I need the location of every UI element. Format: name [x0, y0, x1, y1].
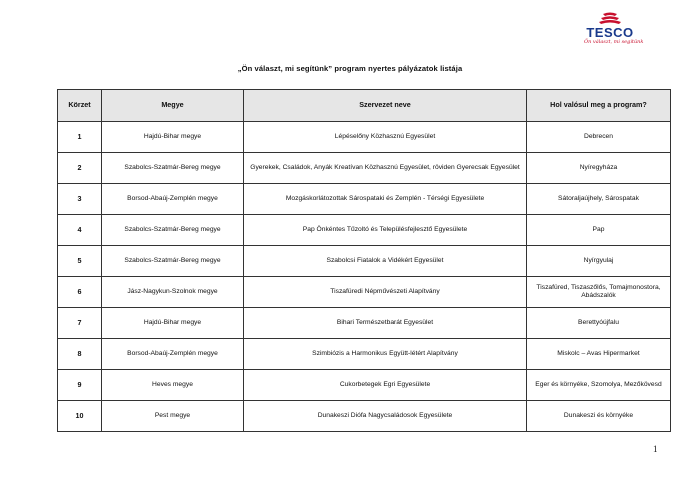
cell-szervezet: Lépéselőny Közhasznú Egyesület [244, 122, 527, 153]
table-row [58, 246, 671, 277]
cell-korzet: 4 [58, 215, 102, 246]
winners-table [57, 89, 671, 432]
cell-helyszin: Tiszafüred, Tiszaszőlős, Tomajmonostora, Abádszalók [527, 277, 671, 308]
cell-megye: Pest megye [102, 401, 244, 432]
cell-korzet: 2 [58, 153, 102, 184]
cell-szervezet: Tiszafüredi Népművészeti Alapítvány [244, 277, 527, 308]
column-header-helyszin: Hol valósul meg a program? [527, 90, 671, 122]
cell-szervezet: Szabolcsi Fiatalok a Vidékért Egyesület [244, 246, 527, 277]
document-title: „Ön választ, mi segítünk” program nyertes pályázatok listája [237, 64, 463, 73]
cell-korzet: 10 [58, 401, 102, 432]
cell-szervezet: Mozgáskorlátozottak Sárospataki és Zemplén - Térségi Egyesülete [244, 184, 527, 215]
table-header-row [58, 90, 671, 122]
cell-megye: Hajdú-Bihar megye [102, 308, 244, 339]
column-header-megye: Megye [102, 90, 244, 122]
tesco-logo [584, 12, 644, 54]
logo-wordmark: TESCO [586, 25, 634, 40]
cell-helyszin: Nyíregyháza [527, 153, 671, 184]
table-row [58, 215, 671, 246]
cell-korzet: 1 [58, 122, 102, 153]
cell-helyszin: Sátoraljaújhely, Sárospatak [527, 184, 671, 215]
cell-megye: Szabolcs-Szatmár-Bereg megye [102, 153, 244, 184]
page-number: 1 [653, 444, 658, 454]
cell-helyszin: Dunakeszi és környéke [527, 401, 671, 432]
cell-helyszin: Nyírgyulaj [527, 246, 671, 277]
table-row [58, 339, 671, 370]
cell-megye: Jász-Nagykun-Szolnok megye [102, 277, 244, 308]
cell-szervezet: Pap Önkéntes Tűzoltó és Településfejlesztő Egyesülete [244, 215, 527, 246]
cell-szervezet: Gyerekek, Családok, Anyák Kreatívan Közhasznú Egyesület, röviden Gyerecsak Egyesület [244, 153, 527, 184]
cell-korzet: 5 [58, 246, 102, 277]
cell-helyszin: Eger és környéke, Szomolya, Mezőkövesd [527, 370, 671, 401]
column-header-korzet: Körzet [58, 90, 102, 122]
cell-helyszin: Berettyóújfalu [527, 308, 671, 339]
cell-megye: Szabolcs-Szatmár-Bereg megye [102, 215, 244, 246]
cell-korzet: 6 [58, 277, 102, 308]
cell-korzet: 9 [58, 370, 102, 401]
cell-helyszin: Pap [527, 215, 671, 246]
table-row [58, 153, 671, 184]
cell-szervezet: Dunakeszi Diófa Nagycsaládosok Egyesülete [244, 401, 527, 432]
cell-korzet: 3 [58, 184, 102, 215]
cell-megye: Borsod-Abaúj-Zemplén megye [102, 184, 244, 215]
cell-megye: Borsod-Abaúj-Zemplén megye [102, 339, 244, 370]
tesco-stripes-icon [597, 12, 623, 26]
logo-slogan: Ön választ, mi segítünk [584, 39, 644, 45]
table-row [58, 401, 671, 432]
table-row [58, 122, 671, 153]
table-row [58, 308, 671, 339]
table-row [58, 184, 671, 215]
cell-megye: Heves megye [102, 370, 244, 401]
table-row [58, 277, 671, 308]
cell-helyszin: Miskolc – Avas Hipermarket [527, 339, 671, 370]
cell-szervezet: Bihari Természetbarát Egyesület [244, 308, 527, 339]
cell-korzet: 7 [58, 308, 102, 339]
cell-helyszin: Debrecen [527, 122, 671, 153]
cell-megye: Szabolcs-Szatmár-Bereg megye [102, 246, 244, 277]
column-header-szervezet: Szervezet neve [244, 90, 527, 122]
cell-szervezet: Szimbiózis a Harmonikus Együtt-létért Alapítvány [244, 339, 527, 370]
table-row [58, 370, 671, 401]
cell-megye: Hajdú-Bihar megye [102, 122, 244, 153]
cell-korzet: 8 [58, 339, 102, 370]
cell-szervezet: Cukorbetegek Egri Egyesülete [244, 370, 527, 401]
